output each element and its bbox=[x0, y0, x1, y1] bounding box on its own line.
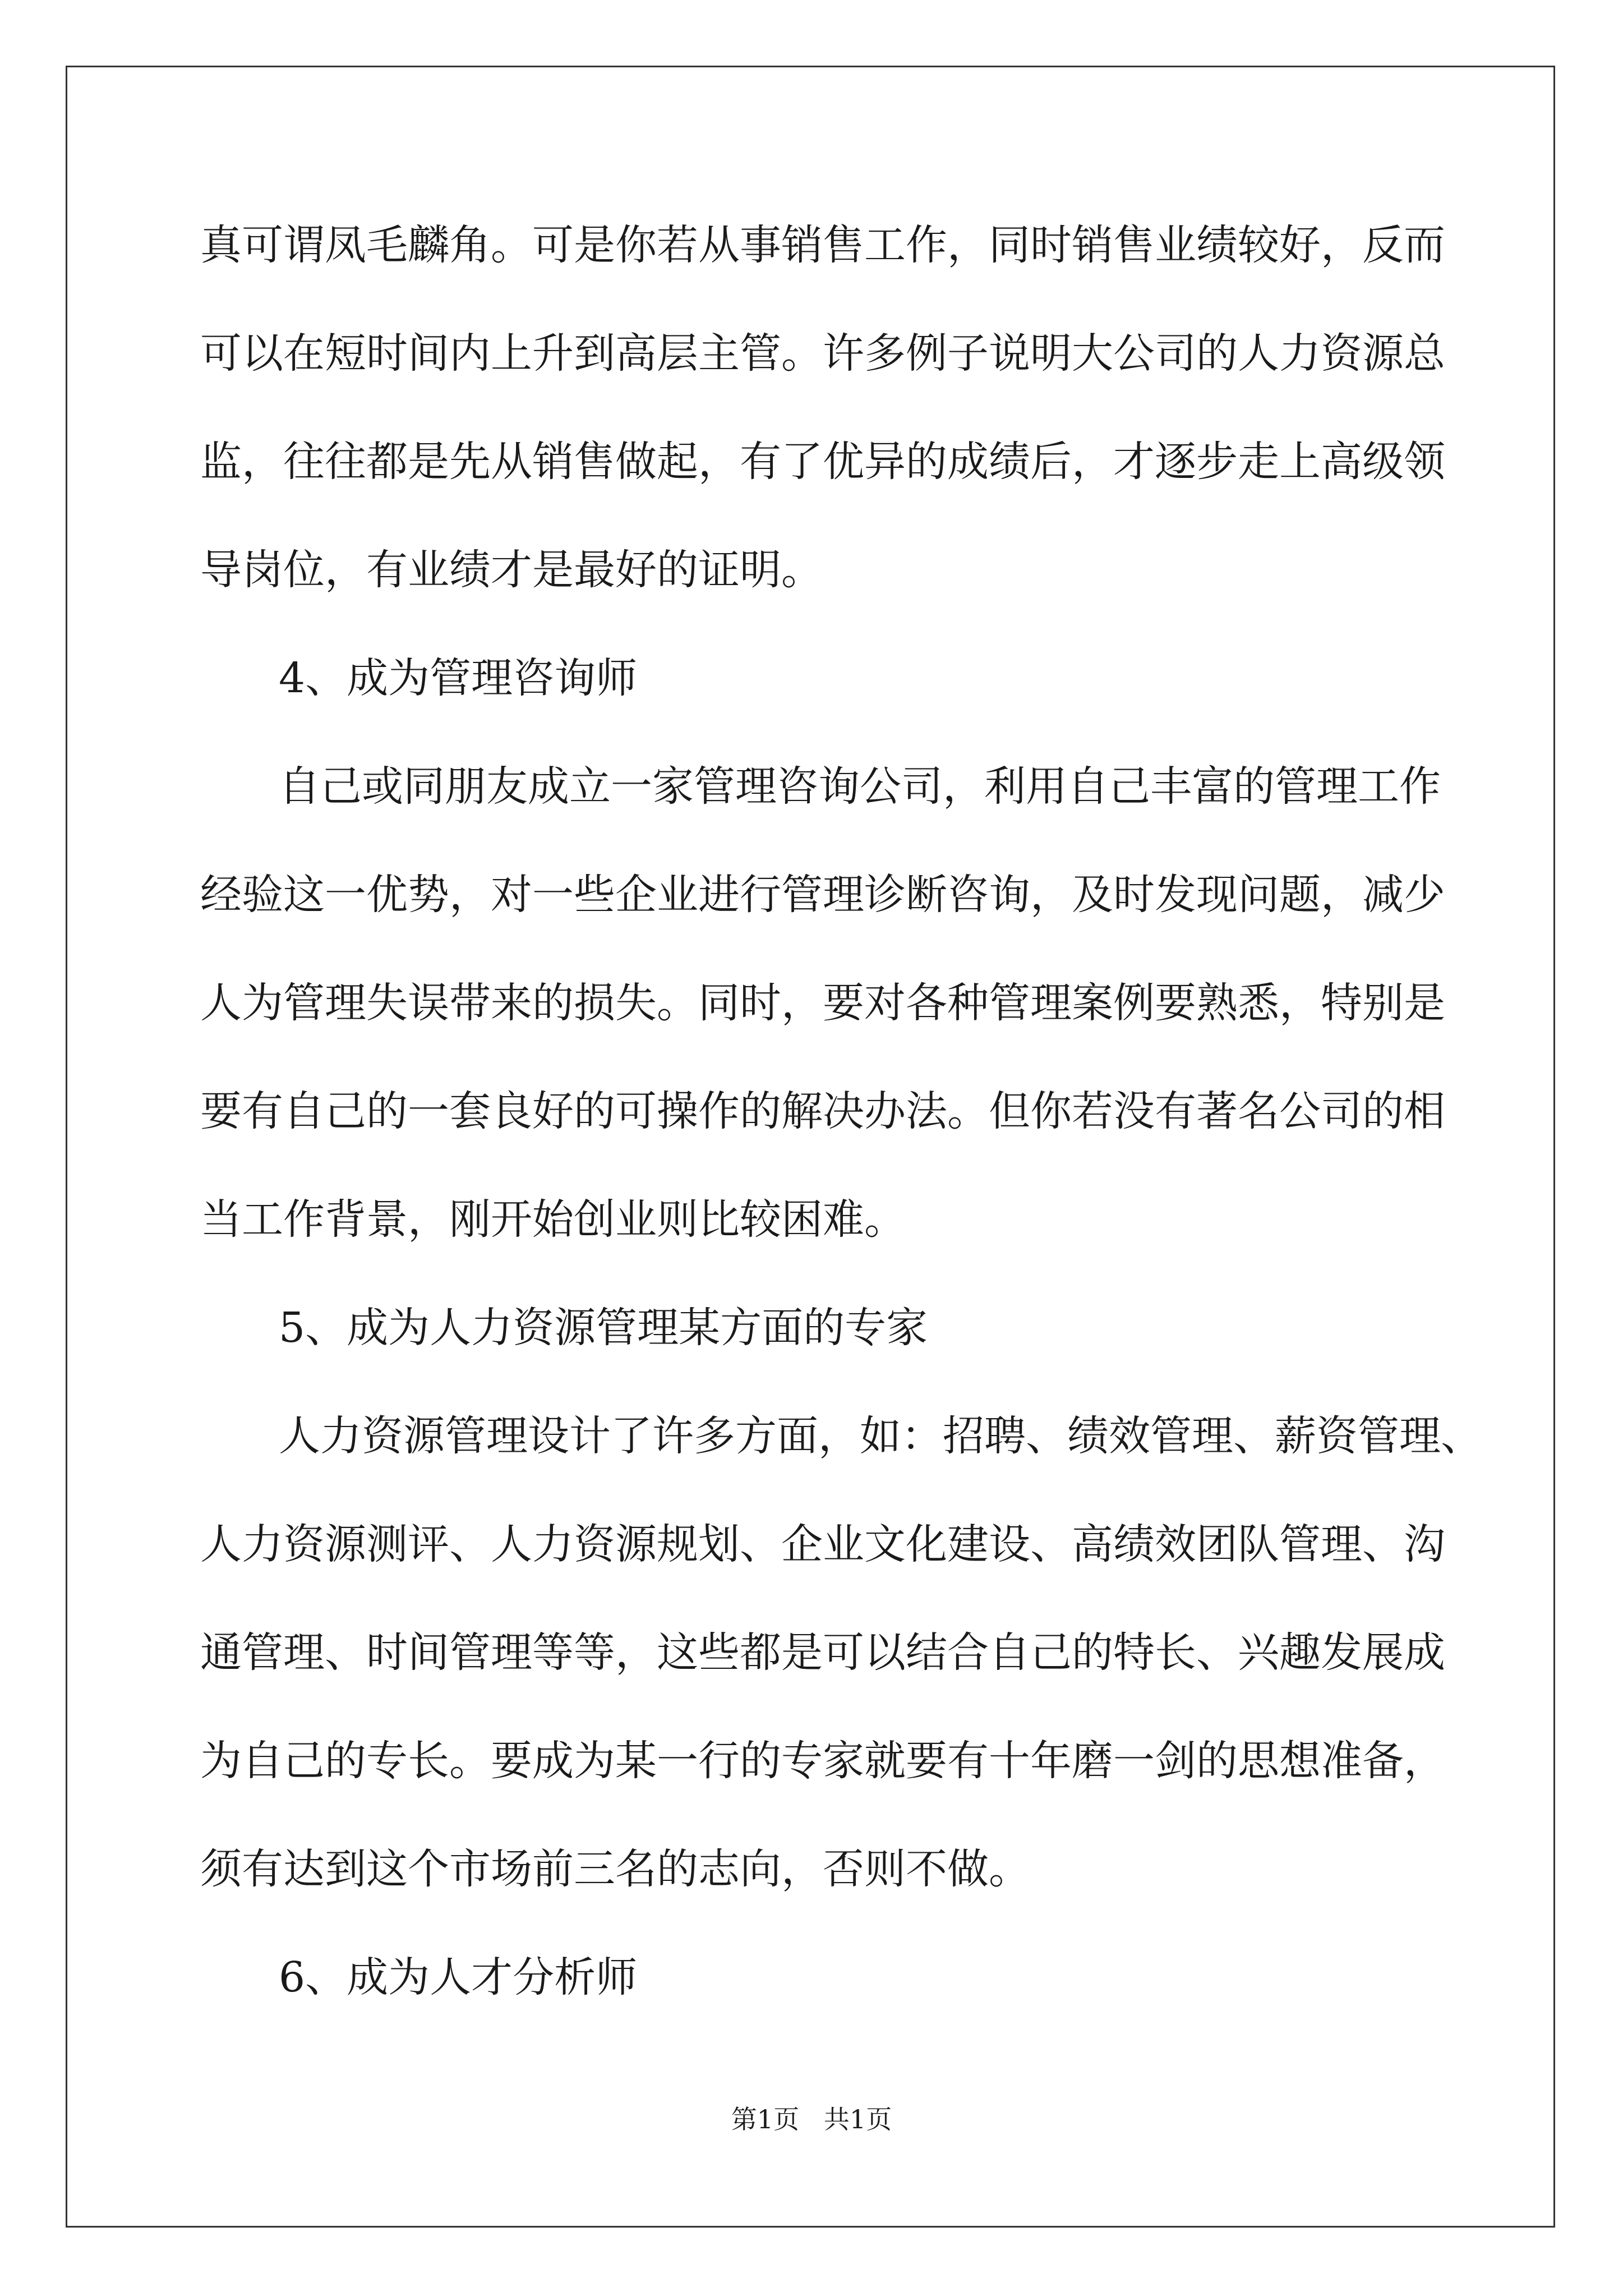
section-heading: 5、成为人力资源管理某方面的专家 bbox=[279, 1304, 928, 1352]
text-line: 为自己的专长。要成为某一行的专家就要有十年磨一剑的思想准备， bbox=[200, 1737, 1445, 1785]
text-line: 可以在短时间内上升到高层主管。许多例子说明大公司的人力资源总 bbox=[200, 329, 1445, 378]
text-line: 监，往往都是先从销售做起，有了优异的成绩后，才逐步走上高级领 bbox=[200, 438, 1445, 486]
paragraph-first-line: 自己或同朋友成立一家管理咨询公司，利用自己丰富的管理工作 bbox=[279, 762, 1441, 811]
text-line: 经验这一优势，对一些企业进行管理诊断咨询，及时发现问题，减少 bbox=[200, 871, 1445, 919]
paragraph-first-line: 人力资源管理设计了许多方面，如：招聘、绩效管理、薪资管理、 bbox=[279, 1412, 1482, 1460]
text-line: 当工作背景，刚开始创业则比较困难。 bbox=[200, 1195, 906, 1244]
page-number: 第1页 共1页 bbox=[731, 2104, 892, 2134]
section-heading: 6、成为人才分析师 bbox=[279, 1953, 638, 2001]
text-line: 真可谓凤毛麟角。可是你若从事销售工作，同时销售业绩较好，反而 bbox=[200, 221, 1445, 269]
text-line: 通管理、时间管理等等，这些都是可以结合自己的特长、兴趣发展成 bbox=[200, 1628, 1445, 1677]
text-line: 要有自己的一套良好的可操作的解决办法。但你若没有著名公司的相 bbox=[200, 1087, 1445, 1135]
text-line: 人为管理失误带来的损失。同时，要对各种管理案例要熟悉，特别是 bbox=[200, 979, 1445, 1027]
document-body bbox=[200, 209, 1482, 2049]
text-line: 导岗位，有业绩才是最好的证明。 bbox=[200, 546, 823, 594]
text-line: 人力资源测评、人力资源规划、企业文化建设、高绩效团队管理、沟 bbox=[200, 1520, 1445, 1568]
text-line: 须有达到这个市场前三名的志向，否则不做。 bbox=[200, 1845, 1030, 1893]
section-heading: 4、成为管理咨询师 bbox=[279, 654, 638, 702]
